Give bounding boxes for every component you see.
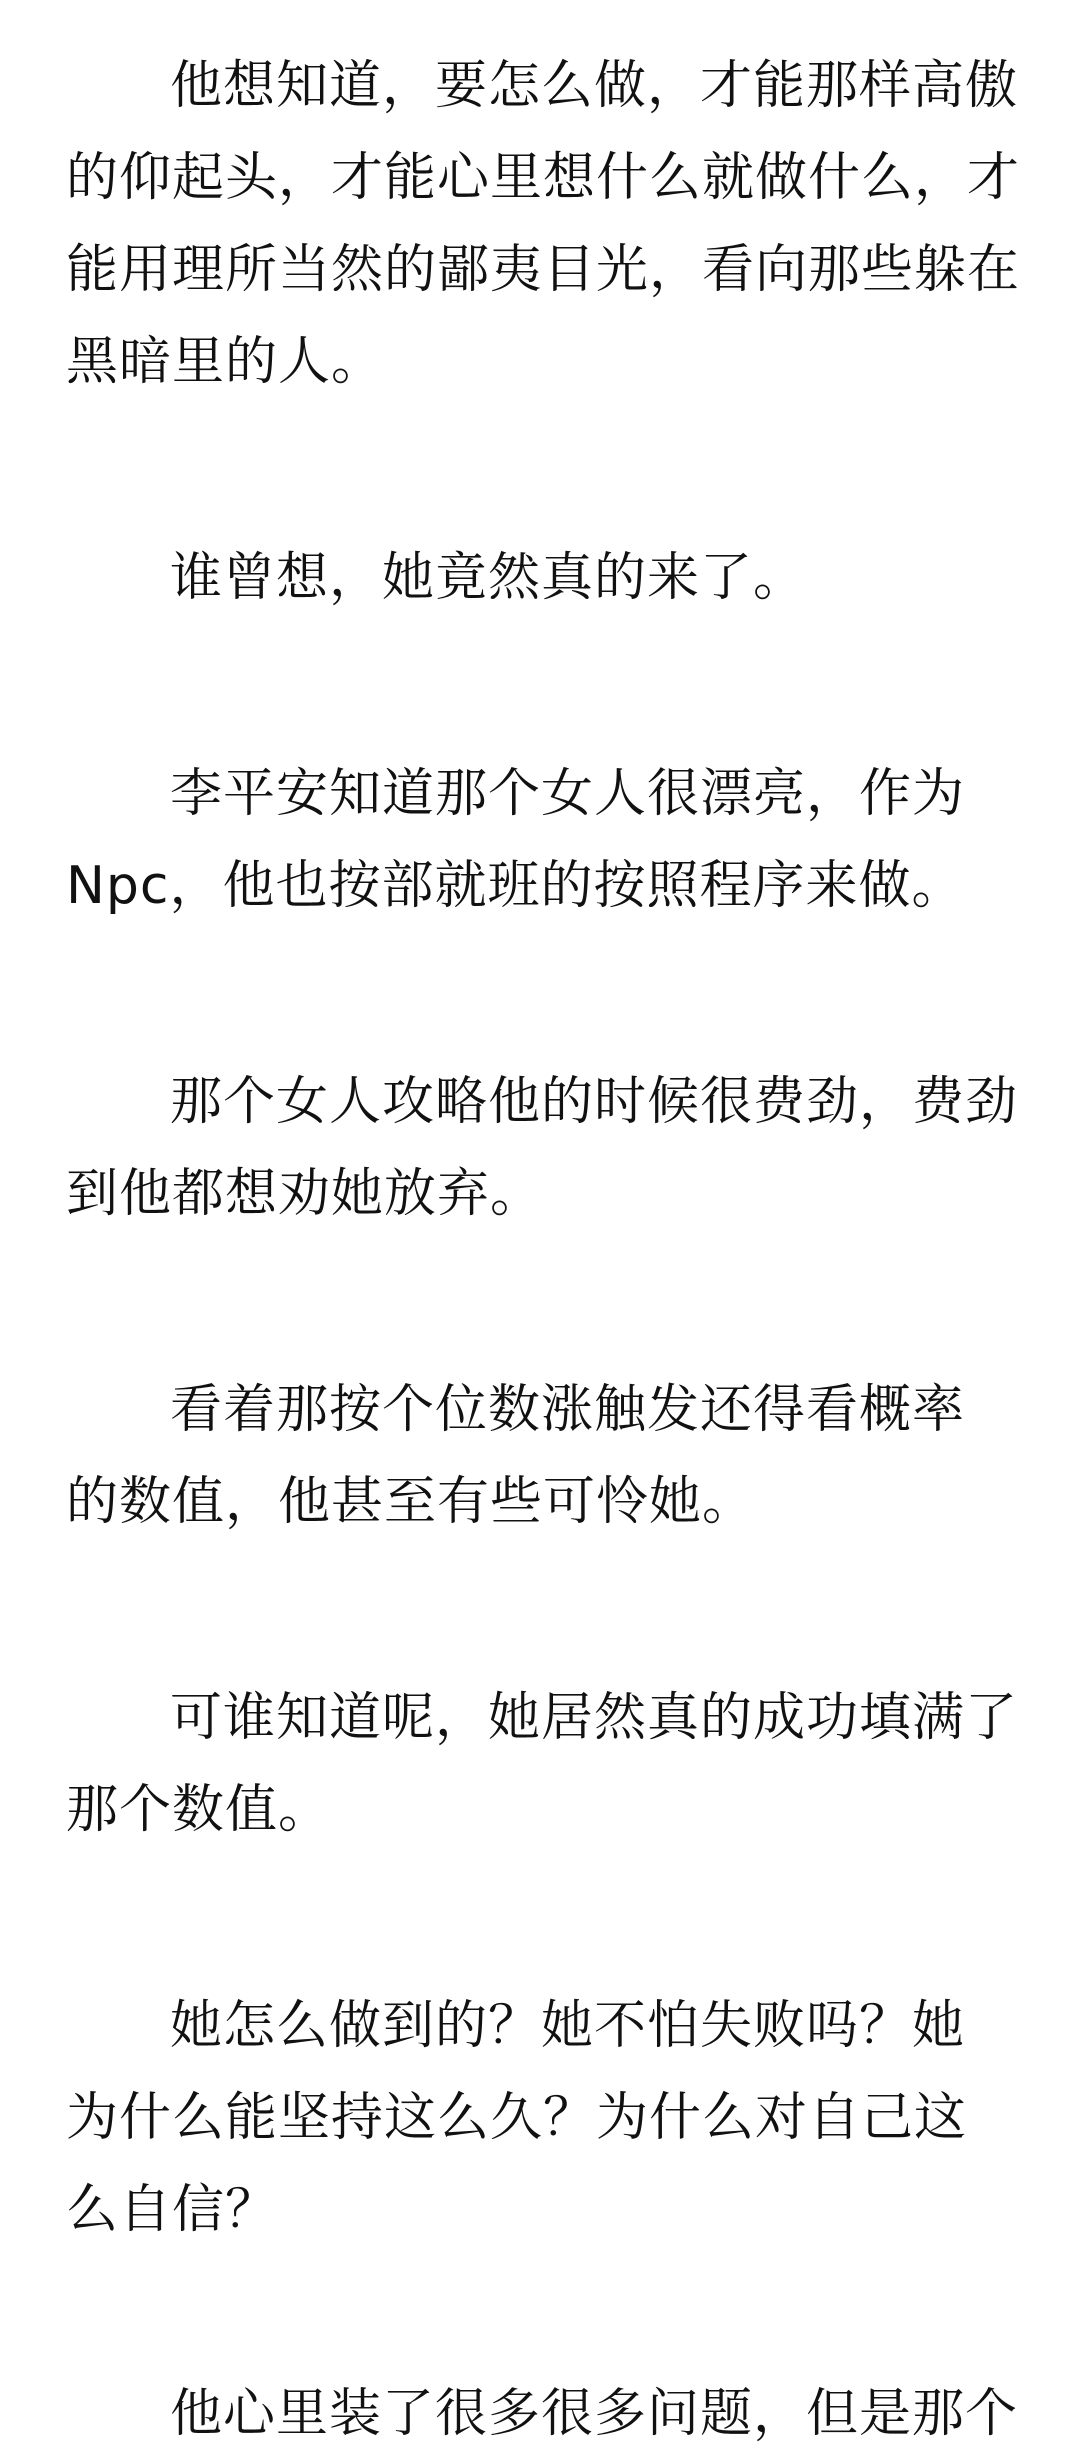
paragraph xyxy=(66,1980,1016,2256)
text-line: 可谁知道呢，她居然真的成功填满了 xyxy=(170,1688,1019,1748)
text-line: 她怎么做到的？她不怕失败吗？她 xyxy=(170,1996,966,2056)
paragraph xyxy=(66,532,1016,624)
paragraph xyxy=(66,1364,1016,1548)
text-line: 他心里装了很多很多问题，但是那个 xyxy=(170,2384,1019,2444)
text-line: 的仰起头，才能心里想什么就做什么，才 xyxy=(66,148,1021,208)
text-line: 为什么能坚持这么久？为什么对自己这 xyxy=(66,2088,968,2148)
paragraph xyxy=(66,748,1016,932)
text-line: 那个女人攻略他的时候很费劲，费劲 xyxy=(170,1072,1019,1132)
text-line: 他想知道，要怎么做，才能那样高傲 xyxy=(170,56,1019,116)
text-line: 黑暗里的人。 xyxy=(66,332,385,392)
text-line: 那个数值。 xyxy=(66,1780,332,1840)
text-line: 谁曾想，她竟然真的来了。 xyxy=(170,548,807,608)
text-line: 李平安知道那个女人很漂亮，作为 xyxy=(170,764,966,824)
paragraph xyxy=(66,1056,1019,1240)
text-line: 能用理所当然的鄙夷目光，看向那些躲在 xyxy=(66,240,1021,300)
text-line: 看着那按个位数涨触发还得看概率 xyxy=(170,1380,966,1440)
text-line: 到他都想劝她放弃。 xyxy=(66,1164,544,1224)
paragraph xyxy=(66,1672,1019,1856)
text-line: Npc，他也按部就班的按照程序来做。 xyxy=(66,856,965,916)
paragraph xyxy=(66,40,1021,408)
text-line: 么自信？ xyxy=(66,2180,279,2240)
paragraph xyxy=(66,2368,1019,2460)
text-line: 的数值，他甚至有些可怜她。 xyxy=(66,1472,756,1532)
